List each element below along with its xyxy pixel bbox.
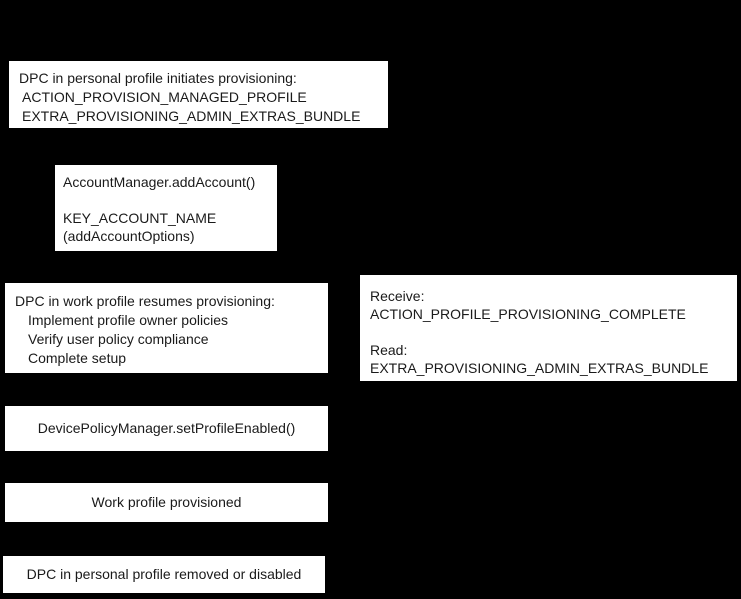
box-line-constant: EXTRA_PROVISIONING_ADMIN_EXTRAS_BUNDLE [370,360,709,376]
box-line-constant: EXTRA_PROVISIONING_ADMIN_EXTRAS_BUNDLE [22,108,361,124]
flow-box-dpc-removed [3,556,325,593]
box-line-api-call: DevicePolicyManager.setProfileEnabled() [37,420,296,436]
box-line: Read: [370,342,408,358]
flow-box-initiate-provisioning [9,61,388,128]
box-line-step: Implement profile owner policies [28,312,228,328]
box-line-step: Complete setup [28,350,127,366]
box-line-constant: KEY_ACCOUNT_NAME [63,210,217,226]
box-line: DPC in personal profile initiates provisioning: [19,70,297,86]
box-line-constant: ACTION_PROVISION_MANAGED_PROFILE [22,89,307,105]
box-line-step: Verify user policy compliance [28,331,209,347]
box-line-api-call: AccountManager.addAccount() [63,174,256,190]
flow-box-set-profile-enabled [5,406,328,451]
flow-box-work-profile-provisioned [5,483,328,522]
flow-box-add-account [55,165,277,251]
box-line-parameter: (addAccountOptions) [63,228,195,244]
box-line: Receive: [370,288,425,304]
flow-box-receive-provisioning-complete [360,275,737,381]
flow-box-resume-provisioning [5,283,328,373]
box-line: Work profile provisioned [91,494,242,510]
box-line: DPC in personal profile removed or disabled [26,566,302,582]
box-line-constant: ACTION_PROFILE_PROVISIONING_COMPLETE [370,306,686,322]
box-line: DPC in work profile resumes provisioning: [15,293,275,309]
